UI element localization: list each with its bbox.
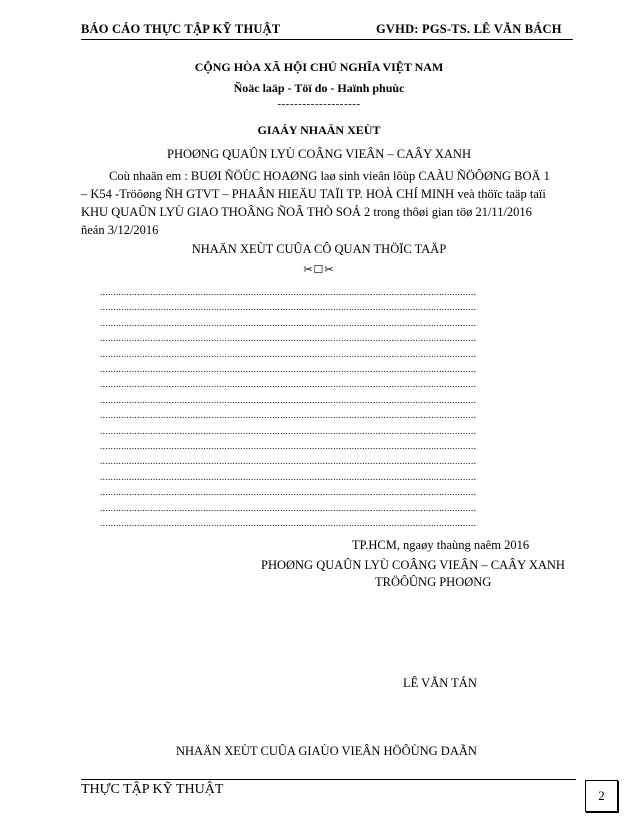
remark-dotted-line: .............................................................................................................................................. [100,364,477,375]
remark-dotted-line: .............................................................................................................................................. [100,471,477,482]
signature-name: LÊ VĂN TÁN [403,676,477,690]
remark-dotted-line: .............................................................................................................................................. [100,317,477,328]
remark-dotted-line: .............................................................................................................................................. [100,456,477,467]
national-motto: Ñoäc laäp - Töï do - Haïnh phuùc [233,81,405,95]
national-heading: CỘNG HÒA XÃ HỘI CHỦ NGHĨA VIỆT NAM [194,60,444,74]
certificate-body [81,167,591,239]
footer-divider [81,779,576,780]
department-name: PHOØNG QUAÛN LYÙ COÂNG VIEÂN – CAÂY XANH [167,147,471,161]
body-line: Coù nhaän em : BUØI ÑÖÙC HOAØNG laø sinh vieân lôùp CAÀU ÑÖÔØNG BOÄ 1 [109,169,550,183]
remark-dotted-line: .............................................................................................................................................. [100,333,477,344]
guide-remarks-heading: NHAÄN XEÙT CUÛA GIAÙO VIEÂN HÖÔÙNG DAÃN [176,744,477,758]
signature-department: PHOØNG QUAÛN LYÙ COÂNG VIEÂN – CAÂY XANH [261,558,565,572]
remark-dotted-line: .............................................................................................................................................. [100,518,477,529]
body-line: – K54 -Tröôøng ÑH GTVT – PHAÂN HIEÄU TAÏI TP. HOÀ CHÍ MINH veà thöïc taäp taïi [81,187,546,201]
remark-dotted-line: .............................................................................................................................................. [100,287,477,297]
body-line: KHU QUAÛN LYÙ GIAO THOÂNG ÑOÂ THÒ SOÁ 2 trong thôøi gian töø 21/11/2016 [81,205,532,219]
footer-course-title: THỰC TẬP KỸ THUẬT [81,782,224,797]
body-line: ñeán 3/12/2016 [81,223,159,237]
remark-dotted-line: .............................................................................................................................................. [100,410,477,421]
remark-dotted-line: .............................................................................................................................................. [100,379,477,390]
remark-dotted-line: .............................................................................................................................................. [100,441,477,452]
remark-dotted-line: .............................................................................................................................................. [100,348,477,359]
header-supervisor: GVHD: PGS-TS. LÊ VĂN BÁCH [376,22,562,36]
remark-dotted-line: .............................................................................................................................................. [100,394,477,405]
signature-title: TRÖÔÛNG PHOØNG [375,575,492,589]
remark-dotted-line: .............................................................................................................................................. [100,502,477,513]
title-separator: -------------------- [277,98,361,110]
header-report-title: BÁO CÁO THỰC TẬP KỸ THUẬT [81,22,281,36]
remark-dotted-line: .............................................................................................................................................. [100,487,477,498]
page-number: 2 [585,780,618,812]
signature-date: TP.HCM, ngaøy thaùng naêm 2016 [352,538,530,552]
certificate-title: GIAÁY NHAÄN XEÙT [257,123,381,137]
remark-dotted-line: .............................................................................................................................................. [100,302,477,313]
remarks-dotted-lines [100,285,556,532]
remark-dotted-line: .............................................................................................................................................. [100,425,477,436]
header-divider [81,39,573,40]
ornament-icon: ✂☐✂ [303,264,335,276]
remarks-heading: NHAÄN XEÙT CUÛA CÔ QUAN THÖÏC TAÄP [191,242,447,256]
